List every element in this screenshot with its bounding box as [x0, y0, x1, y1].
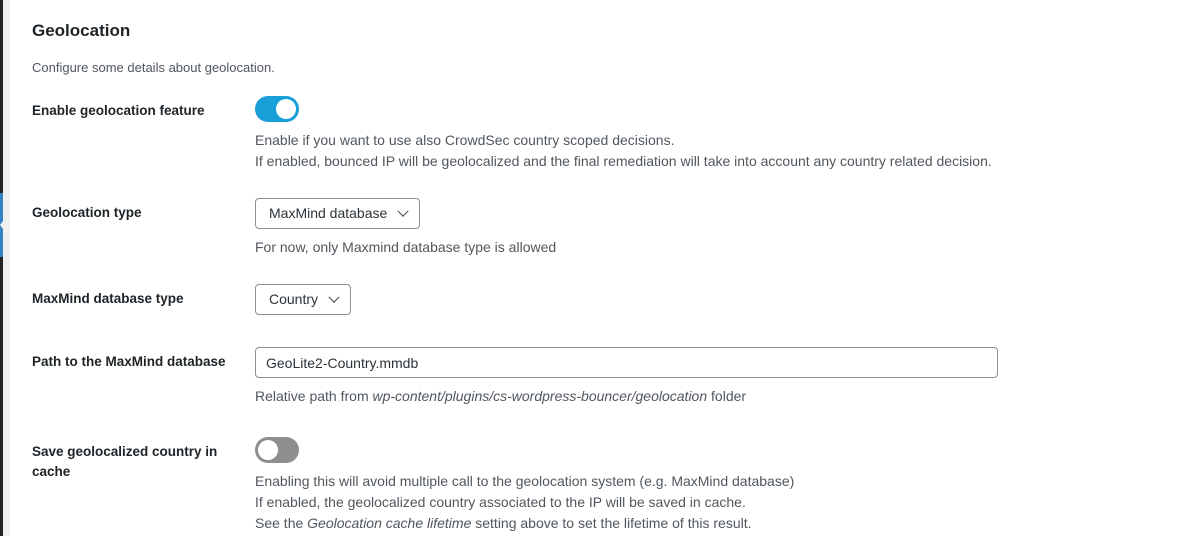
- maxmind-database-path-input[interactable]: [255, 347, 998, 378]
- field-label: Enable geolocation feature: [32, 103, 205, 118]
- toggle-knob: [258, 440, 278, 460]
- help-text: Relative path from wp-content/plugins/cs-wordpress-bouncer/geolocation folder: [255, 388, 747, 404]
- field-label: Geolocation type: [32, 205, 142, 220]
- enable-geolocation-toggle[interactable]: [255, 96, 299, 122]
- help-text: Enable if you want to use also CrowdSec country scoped decisions.: [255, 132, 675, 148]
- chevron-down-icon: [398, 205, 409, 216]
- row-geolocation-type: [32, 198, 1170, 258]
- field-label: Path to the MaxMind database: [32, 354, 226, 369]
- help-text: If enabled, bounced IP will be geolocalized and the final remediation will take into account any country related decision.: [255, 153, 992, 169]
- geolocation-type-select[interactable]: [255, 198, 420, 229]
- row-enable-geolocation: [32, 96, 1170, 172]
- select-value: MaxMind database: [269, 205, 388, 221]
- geolocation-settings-section: [10, 0, 1200, 534]
- help-text: If enabled, the geolocalized country associated to the IP will be saved in cache.: [255, 494, 746, 510]
- help-text: Enabling this will avoid multiple call to the geolocation system (e.g. MaxMind database): [255, 473, 795, 489]
- admin-content-gutter: [3, 0, 10, 536]
- save-country-cache-toggle[interactable]: [255, 437, 299, 463]
- section-title: Geolocation: [32, 21, 131, 40]
- row-maxmind-database-path: [32, 347, 1170, 407]
- help-text: For now, only Maxmind database type is allowed: [255, 239, 557, 255]
- help-text: See the Geolocation cache lifetime setting above to set the lifetime of this result.: [255, 515, 752, 531]
- admin-active-arrow: [0, 217, 6, 233]
- field-label: Save geolocalized country in cache: [32, 444, 218, 479]
- row-maxmind-database-type: [32, 284, 1170, 315]
- field-label: MaxMind database type: [32, 291, 184, 306]
- row-save-country-in-cache: [32, 437, 1170, 534]
- toggle-knob: [276, 99, 296, 119]
- maxmind-database-type-select[interactable]: [255, 284, 351, 315]
- chevron-down-icon: [328, 291, 339, 302]
- select-value: Country: [269, 291, 319, 307]
- section-description: Configure some details about geolocation.: [32, 60, 275, 75]
